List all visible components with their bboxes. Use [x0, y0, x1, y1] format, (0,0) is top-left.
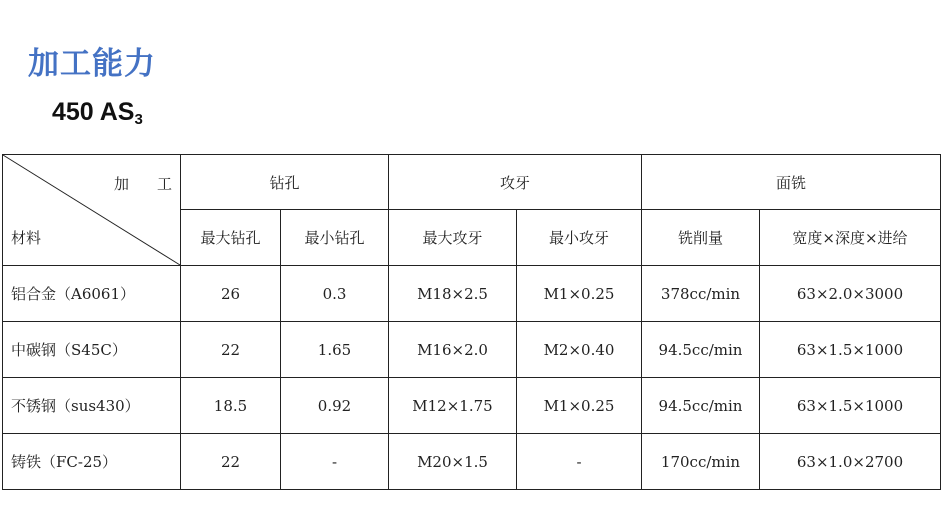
table-cell: 22 [181, 434, 281, 490]
table-cell: 63×1.0×2700 [760, 434, 941, 490]
material-cell: 铸铁（FC-25） [3, 434, 181, 490]
subheader-width-depth-feed: 宽度×深度×进给 [760, 210, 941, 266]
table-cell: 26 [181, 266, 281, 322]
subheader-max-tap: 最大攻牙 [389, 210, 517, 266]
table-cell: M16×2.0 [389, 322, 517, 378]
corner-header-cell [3, 155, 200, 266]
table-cell: M20×1.5 [389, 434, 517, 490]
model-subscript: 3 [134, 111, 143, 128]
table-cell: 378cc/min [642, 266, 760, 322]
table-row [3, 322, 941, 378]
material-cell: 不锈钢（sus430） [3, 378, 181, 434]
subheader-milling-volume: 铣削量 [642, 210, 760, 266]
material-cell: 铝合金（A6061） [3, 266, 181, 322]
table-cell: 63×1.5×1000 [760, 378, 941, 434]
table-cell: M18×2.5 [389, 266, 517, 322]
table-cell: - [517, 434, 642, 490]
subheader-min-tap: 最小攻牙 [517, 210, 642, 266]
table-cell: M1×0.25 [517, 266, 642, 322]
subheader-max-drill: 最大钻孔 [181, 210, 281, 266]
table-cell: 63×2.0×3000 [760, 266, 941, 322]
corner-label-process: 加工 [113, 175, 200, 193]
capability-table [2, 154, 941, 490]
table-cell: 94.5cc/min [642, 322, 760, 378]
model-name [52, 98, 143, 128]
table-cell: M1×0.25 [517, 378, 642, 434]
table-cell: 0.92 [281, 378, 389, 434]
group-header-drilling: 钻孔 [181, 155, 389, 210]
table-cell: M2×0.40 [517, 322, 642, 378]
table-cell: 0.3 [281, 266, 389, 322]
table-cell: 22 [181, 322, 281, 378]
group-header-face-milling: 面铣 [642, 155, 941, 210]
diagonal-divider [3, 155, 180, 265]
table-cell: - [281, 434, 389, 490]
subheader-min-drill: 最小钻孔 [281, 210, 389, 266]
table-row [3, 434, 941, 490]
material-cell: 中碳钢（S45C） [3, 322, 181, 378]
table-row [3, 378, 941, 434]
table-cell: 1.65 [281, 322, 389, 378]
table-cell: 18.5 [181, 378, 281, 434]
table-row [3, 266, 941, 322]
page-title: 加工能力 [28, 46, 156, 82]
corner-label-material: 材料 [11, 229, 42, 247]
table-cell: M12×1.75 [389, 378, 517, 434]
table-cell: 63×1.5×1000 [760, 322, 941, 378]
model-base: 450 AS [52, 98, 135, 126]
table-header-row [3, 155, 941, 210]
table-cell: 170cc/min [642, 434, 760, 490]
table-cell: 94.5cc/min [642, 378, 760, 434]
group-header-tapping: 攻牙 [389, 155, 642, 210]
